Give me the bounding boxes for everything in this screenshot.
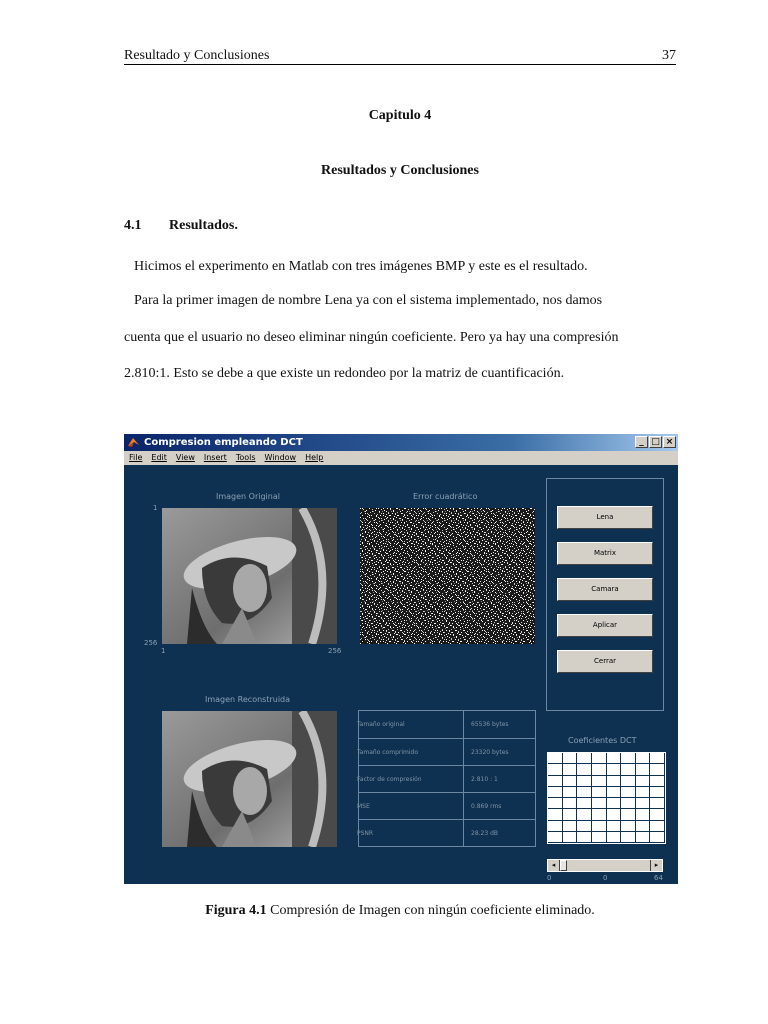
dct-cell[interactable]: [621, 764, 636, 775]
dct-cell[interactable]: [548, 798, 563, 809]
dct-cell[interactable]: [607, 809, 622, 820]
stat-value: 28.23 dB: [471, 830, 499, 837]
dct-cell[interactable]: [650, 764, 665, 775]
stat-label: Factor de compresión: [357, 776, 422, 783]
dct-cell[interactable]: [621, 776, 636, 787]
dct-cell[interactable]: [577, 821, 592, 832]
dct-cell[interactable]: [563, 764, 578, 775]
dct-cell[interactable]: [577, 753, 592, 764]
cerrar-button[interactable]: Cerrar: [557, 650, 653, 673]
slider-min-label: 0: [547, 874, 552, 882]
dct-cell[interactable]: [563, 753, 578, 764]
dct-cell[interactable]: [592, 832, 607, 843]
paragraph-line: Para la primer imagen de nombre Lena ya con el sistema implementado, nos damos: [134, 293, 603, 308]
dct-cell[interactable]: [607, 764, 622, 775]
dct-cell[interactable]: [636, 821, 651, 832]
close-icon[interactable]: ×: [663, 436, 676, 448]
dct-cell[interactable]: [650, 809, 665, 820]
dct-cell[interactable]: [563, 821, 578, 832]
paragraph-line: cuenta que el usuario no deseo eliminar ningún coeficiente. Pero ya hay una compresión: [124, 330, 619, 345]
dct-cell[interactable]: [636, 809, 651, 820]
section-number: 4.1: [124, 218, 142, 233]
slider-left-arrow-icon[interactable]: ◂: [548, 860, 560, 871]
dct-cell[interactable]: [563, 776, 578, 787]
matlab-logo-icon: [128, 437, 139, 448]
dct-cell[interactable]: [607, 753, 622, 764]
stat-label: Tamaño original: [357, 721, 405, 728]
menu-insert[interactable]: Insert: [203, 453, 227, 462]
dct-cell[interactable]: [592, 787, 607, 798]
camara-button[interactable]: Camara: [557, 578, 653, 601]
menu-tools[interactable]: Tools: [235, 453, 256, 462]
section-title: Resultados.: [169, 218, 238, 233]
coefficient-slider[interactable]: [547, 859, 663, 872]
figure-caption: [124, 903, 676, 919]
menu-view[interactable]: View: [175, 453, 195, 462]
dct-cell[interactable]: [650, 787, 665, 798]
dct-cell[interactable]: [577, 809, 592, 820]
original-image-label: Imagen Original: [216, 492, 280, 501]
axis-y-bottom: 256: [144, 639, 158, 647]
dct-cell[interactable]: [548, 821, 563, 832]
dct-cell[interactable]: [607, 787, 622, 798]
dct-cell[interactable]: [621, 821, 636, 832]
axis-y-top: 1: [153, 504, 158, 512]
dct-cell[interactable]: [563, 787, 578, 798]
dct-cell[interactable]: [621, 809, 636, 820]
dct-cell[interactable]: [621, 787, 636, 798]
dct-cell[interactable]: [592, 753, 607, 764]
dct-coefficient-grid[interactable]: [547, 752, 666, 844]
dct-cell[interactable]: [621, 753, 636, 764]
dct-cell[interactable]: [621, 832, 636, 843]
window-titlebar: [124, 434, 678, 451]
stat-label: MSE: [357, 803, 370, 810]
menu-window[interactable]: Window: [264, 453, 297, 462]
slider-right-arrow-icon[interactable]: ▸: [650, 860, 662, 871]
minimize-icon[interactable]: _: [635, 436, 648, 448]
dct-cell[interactable]: [592, 821, 607, 832]
menu-help[interactable]: Help: [305, 453, 324, 462]
dct-cell[interactable]: [592, 798, 607, 809]
matrix-button[interactable]: Matrix: [557, 542, 653, 565]
stats-row: [359, 792, 535, 819]
dct-cell[interactable]: [607, 821, 622, 832]
dct-cell[interactable]: [621, 798, 636, 809]
paragraph-line: 2.810:1. Esto se debe a que existe un redondeo por la matriz de cuantificación.: [124, 366, 565, 381]
dct-cell[interactable]: [577, 787, 592, 798]
dct-cell[interactable]: [636, 753, 651, 764]
section-heading: [124, 218, 238, 234]
dct-cell[interactable]: [548, 832, 563, 843]
stat-value: 65536 bytes: [471, 721, 509, 728]
dct-cell[interactable]: [592, 809, 607, 820]
dct-cell[interactable]: [577, 764, 592, 775]
lena-button[interactable]: Lena: [557, 506, 653, 529]
error-image: [360, 508, 535, 644]
dct-cell[interactable]: [548, 809, 563, 820]
dct-cell[interactable]: [548, 753, 563, 764]
stats-row: [359, 711, 535, 737]
menu-file[interactable]: File: [129, 453, 143, 462]
dct-cell[interactable]: [650, 753, 665, 764]
chapter-title: Resultados y Conclusiones: [321, 163, 479, 178]
page-number: 37: [662, 48, 676, 63]
dct-cell[interactable]: [650, 798, 665, 809]
dct-cell[interactable]: [577, 832, 592, 843]
maximize-icon[interactable]: □: [649, 436, 662, 448]
dct-cell[interactable]: [592, 776, 607, 787]
slider-max-label: 64: [654, 874, 663, 882]
stat-value: 0.869 rms: [471, 803, 502, 810]
stat-value: 2.810 : 1: [471, 776, 498, 783]
dct-cell[interactable]: [607, 776, 622, 787]
window-title: Compresion empleando DCT: [144, 437, 303, 448]
stat-label: PSNR: [357, 830, 374, 837]
dct-cell[interactable]: [563, 809, 578, 820]
running-header: [124, 47, 676, 65]
stats-row: [359, 819, 535, 846]
header-title: Resultado y Conclusiones: [124, 48, 270, 63]
stat-label: Tamaño comprimido: [357, 749, 418, 756]
dct-cell[interactable]: [577, 798, 592, 809]
menu-edit[interactable]: Edit: [151, 453, 167, 462]
dct-cell[interactable]: [548, 764, 563, 775]
dct-cell[interactable]: [650, 832, 665, 843]
dct-cell[interactable]: [563, 832, 578, 843]
dct-cell[interactable]: [636, 787, 651, 798]
dct-cell[interactable]: [650, 776, 665, 787]
dct-cell[interactable]: [548, 776, 563, 787]
stats-table: [358, 710, 536, 847]
dct-cell[interactable]: [577, 776, 592, 787]
menu-bar: [124, 451, 678, 465]
dct-cell[interactable]: [592, 764, 607, 775]
reconstructed-image: [162, 711, 337, 847]
slider-thumb[interactable]: [560, 860, 567, 871]
slider-value-label: 0: [603, 874, 608, 882]
dct-cell[interactable]: [636, 798, 651, 809]
matlab-window: [124, 434, 678, 884]
dct-cell[interactable]: [636, 832, 651, 843]
axis-x-right: 256: [328, 647, 342, 655]
dct-cell[interactable]: [636, 764, 651, 775]
axis-x-left: 1: [161, 647, 166, 655]
dct-cell[interactable]: [636, 776, 651, 787]
figure-caption-text: Compresión de Imagen con ningún coeficiente eliminado.: [266, 903, 595, 918]
stats-row: [359, 738, 535, 765]
coefficients-label: Coeficientes DCT: [568, 736, 637, 745]
figure-number: Figura 4.1: [205, 903, 267, 918]
original-image: [162, 508, 337, 644]
stat-value: 23320 bytes: [471, 749, 509, 756]
dct-cell[interactable]: [548, 787, 563, 798]
dct-cell[interactable]: [650, 821, 665, 832]
stats-row: [359, 765, 535, 792]
dct-cell[interactable]: [607, 798, 622, 809]
aplicar-button[interactable]: Aplicar: [557, 614, 653, 637]
dct-cell[interactable]: [607, 832, 622, 843]
paragraph-line: Hicimos el experimento en Matlab con tres imágenes BMP y este es el resultado.: [134, 259, 588, 274]
dct-cell[interactable]: [563, 798, 578, 809]
error-image-label: Error cuadrático: [413, 492, 478, 501]
reconstructed-image-label: Imagen Reconstruida: [205, 695, 291, 704]
chapter-label: Capitulo 4: [368, 108, 432, 123]
